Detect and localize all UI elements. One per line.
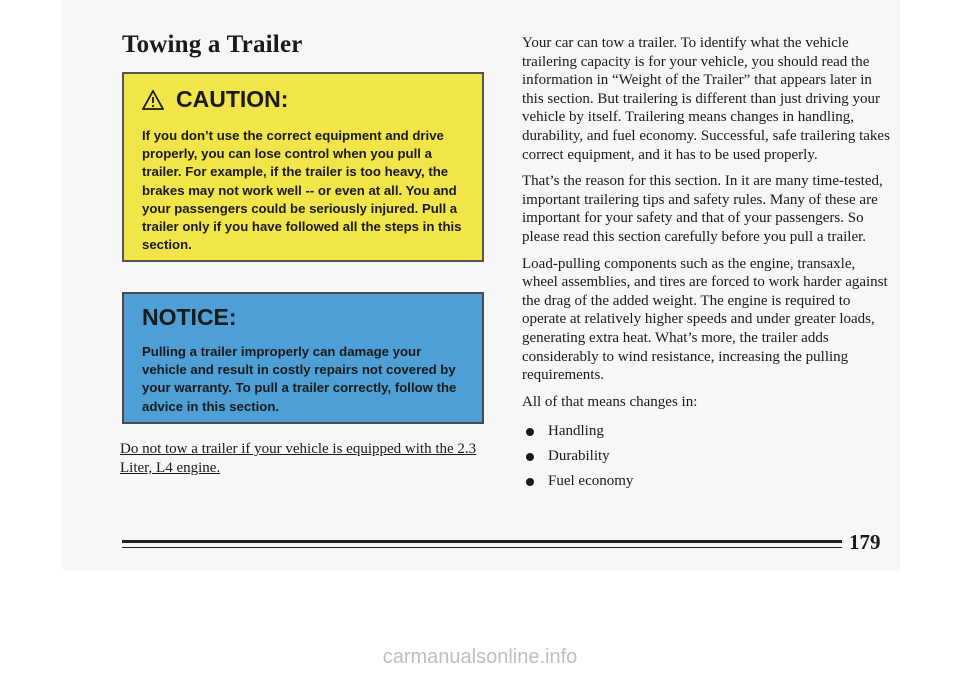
footer-rule (122, 540, 842, 543)
bullet-icon (526, 453, 534, 461)
list-item: Durability (522, 444, 892, 469)
notice-label: NOTICE: (142, 304, 237, 330)
list-item: Handling (522, 419, 892, 444)
engine-note: Do not tow a trailer if your vehicle is equipped with the 2.3 Liter, L4 engine. (120, 441, 477, 476)
caution-text: If you don’t use the correct equipment and drive properly, you can lose control when you pull a trailer. For example, if the trailer is too heavy, the brakes may not work well -- or even at all. You and your passengers could be seriously injured. Pull a trailer only if you have followed all the steps in this section. (142, 128, 462, 253)
paragraph: That’s the reason for this section. In it are many time-tested, important trailering tips and safety rules. Many of these are important for your safety and that of your passengers. So please read this section carefully before you pull a trailer. (522, 173, 883, 245)
body-column (522, 34, 892, 494)
paragraph: All of that means changes in: (522, 393, 698, 410)
page-title: Towing a Trailer (122, 31, 303, 58)
caution-header (142, 86, 466, 113)
list-item: Fuel economy (522, 469, 892, 494)
footer-rule-thin (122, 547, 842, 548)
notice-text: Pulling a trailer improperly can damage your vehicle and result in costly repairs not covered by your warranty. To pull a trailer correctly, follow the advice in this section. (142, 344, 457, 414)
caution-box (122, 72, 484, 262)
bullet-icon (526, 428, 534, 436)
caution-label: CAUTION: (176, 86, 289, 112)
paragraph: Load-pulling components such as the engine, transaxle, wheel assemblies, and tires are forced to work harder against the drag of the added weight. The engine is required to operate at relatively higher speeds and under greater loads, generating extra heat. What’s more, the trailer adds considerably to wind resistance, increasing the pulling requirements. (522, 255, 888, 384)
changes-list (522, 419, 892, 494)
warning-triangle-icon (142, 90, 164, 110)
page-number: 179 (849, 530, 881, 554)
notice-box (122, 292, 484, 424)
watermark: carmanualsonline.info (382, 646, 578, 668)
bullet-icon (526, 478, 534, 486)
paragraph: Your car can tow a trailer. To identify what the vehicle trailering capacity is for your vehicle, you should read the information in “Weight of the Trailer” that appears later in this section. But trailering is different than just driving your vehicle by itself. Trailering means changes in handling, durability, and fuel economy. Successful, safe trailering takes correct equipment, and it has to be used properly. (522, 35, 890, 163)
